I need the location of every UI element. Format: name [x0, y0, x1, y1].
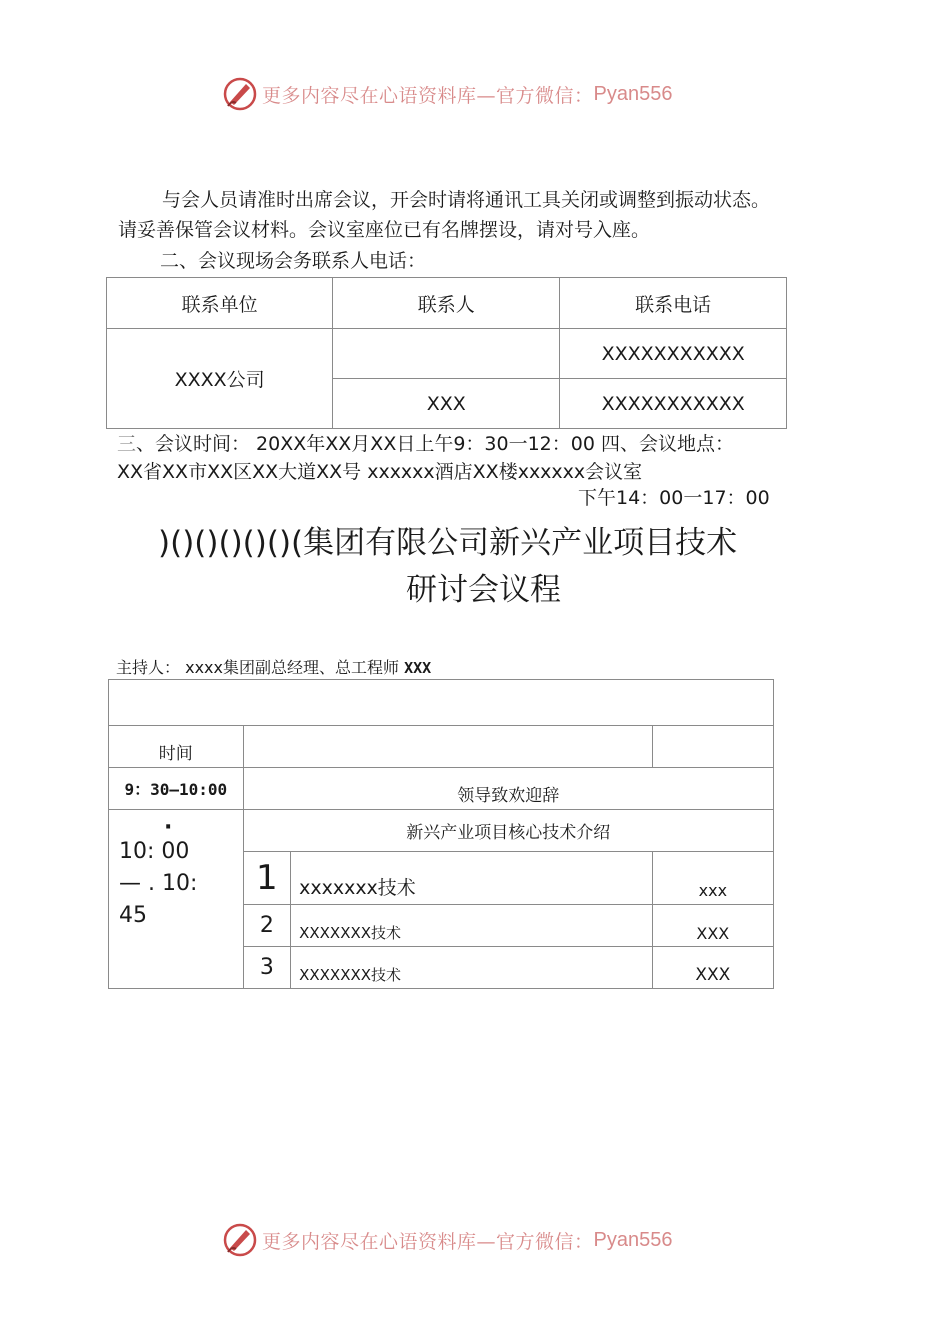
item-number: 2	[243, 905, 291, 947]
agenda-row-time-2	[109, 810, 244, 989]
contact-person	[333, 329, 560, 379]
watermark-wechat-id: Pyan556	[593, 82, 673, 105]
host-name: XXX	[404, 659, 432, 677]
contact-header-phone: 联系电话	[560, 278, 787, 329]
meeting-location: XX省XX市XX区XX大道XX号 xxxxxx酒店XX楼xxxxxx会议室	[117, 461, 643, 483]
watermark-text: 更多内容尽在心语资料库—官方微信：	[262, 84, 594, 107]
section-2-heading: 二、会议现场会务联系人电话：	[160, 250, 427, 272]
time-separator: — . 10:	[119, 871, 198, 896]
section-3-marker: 三	[117, 433, 137, 455]
item-speaker: XXX	[652, 905, 773, 947]
time-end: 45	[119, 903, 147, 928]
agenda-header-row	[109, 726, 774, 768]
agenda-row-time: 9：30—10:00	[109, 768, 244, 810]
contact-company: XXXX公司	[107, 329, 333, 429]
time-start: 10: 00	[119, 839, 190, 864]
agenda-title-line-2: 研讨会议程	[406, 572, 561, 608]
item-number: 1	[243, 852, 291, 905]
agenda-blank-cell	[109, 680, 774, 726]
agenda-table	[108, 679, 774, 989]
host-line	[116, 655, 431, 678]
agenda-section-title: 新兴产业项目核心技术介绍	[243, 810, 773, 852]
agenda-time-header: 时间	[109, 726, 244, 768]
agenda-row	[109, 768, 774, 810]
item-topic: XXXXXXX技术	[291, 947, 653, 989]
item-topic: xxxxxxx技术	[291, 852, 653, 905]
host-title: xxxx集团副总经理、总工程师	[180, 658, 399, 677]
watermark-bottom	[222, 1220, 672, 1260]
agenda-header-blank-2	[652, 726, 773, 768]
contact-phone: XXXXXXXXXXX	[560, 379, 787, 429]
pen-logo-icon	[222, 1222, 258, 1258]
watermark-text: 更多内容尽在心语资料库—官方微信：	[262, 1230, 594, 1253]
host-label: 主持人：	[116, 658, 181, 677]
contact-header-unit: 联系单位	[107, 278, 333, 329]
agenda-header-blank	[243, 726, 652, 768]
time-dot: ·	[164, 815, 173, 840]
meeting-time-line	[117, 429, 734, 459]
item-topic: XXXXXXX技术	[291, 905, 653, 947]
item-speaker: XXX	[652, 947, 773, 989]
agenda-blank-row	[109, 680, 774, 726]
contact-phone: XXXXXXXXXXX	[560, 329, 787, 379]
pen-logo-icon	[222, 76, 258, 112]
agenda-section-row	[109, 810, 774, 852]
watermark-top	[222, 74, 672, 114]
contact-person: XXX	[333, 379, 560, 429]
notice-line-1: 与会人员请准时出席会议，开会时请将通讯工具关闭或调整到振动状态。	[162, 189, 771, 211]
contact-header-row	[107, 278, 787, 329]
notice-line-2: 请妥善保管会议材料。会议室座位已有名牌摆设，请对号入座。	[118, 219, 651, 241]
contact-header-person: 联系人	[333, 278, 560, 329]
agenda-title-line-1: )()()()()()(集团有限公司新兴产业项目技术	[158, 525, 738, 561]
contact-row	[107, 329, 787, 379]
meeting-time-text: 、会议时间： 20XX年XX月XX日上午9：30一12：00 四、会议地点：	[136, 433, 734, 455]
agenda-row-item: 领导致欢迎辞	[243, 768, 773, 810]
item-speaker: xxx	[652, 852, 773, 905]
meeting-afternoon-time: 下午14：00一17：00	[578, 487, 770, 509]
watermark-wechat-id: Pyan556	[593, 1228, 673, 1251]
item-number: 3	[243, 947, 291, 989]
contact-table	[106, 277, 787, 429]
